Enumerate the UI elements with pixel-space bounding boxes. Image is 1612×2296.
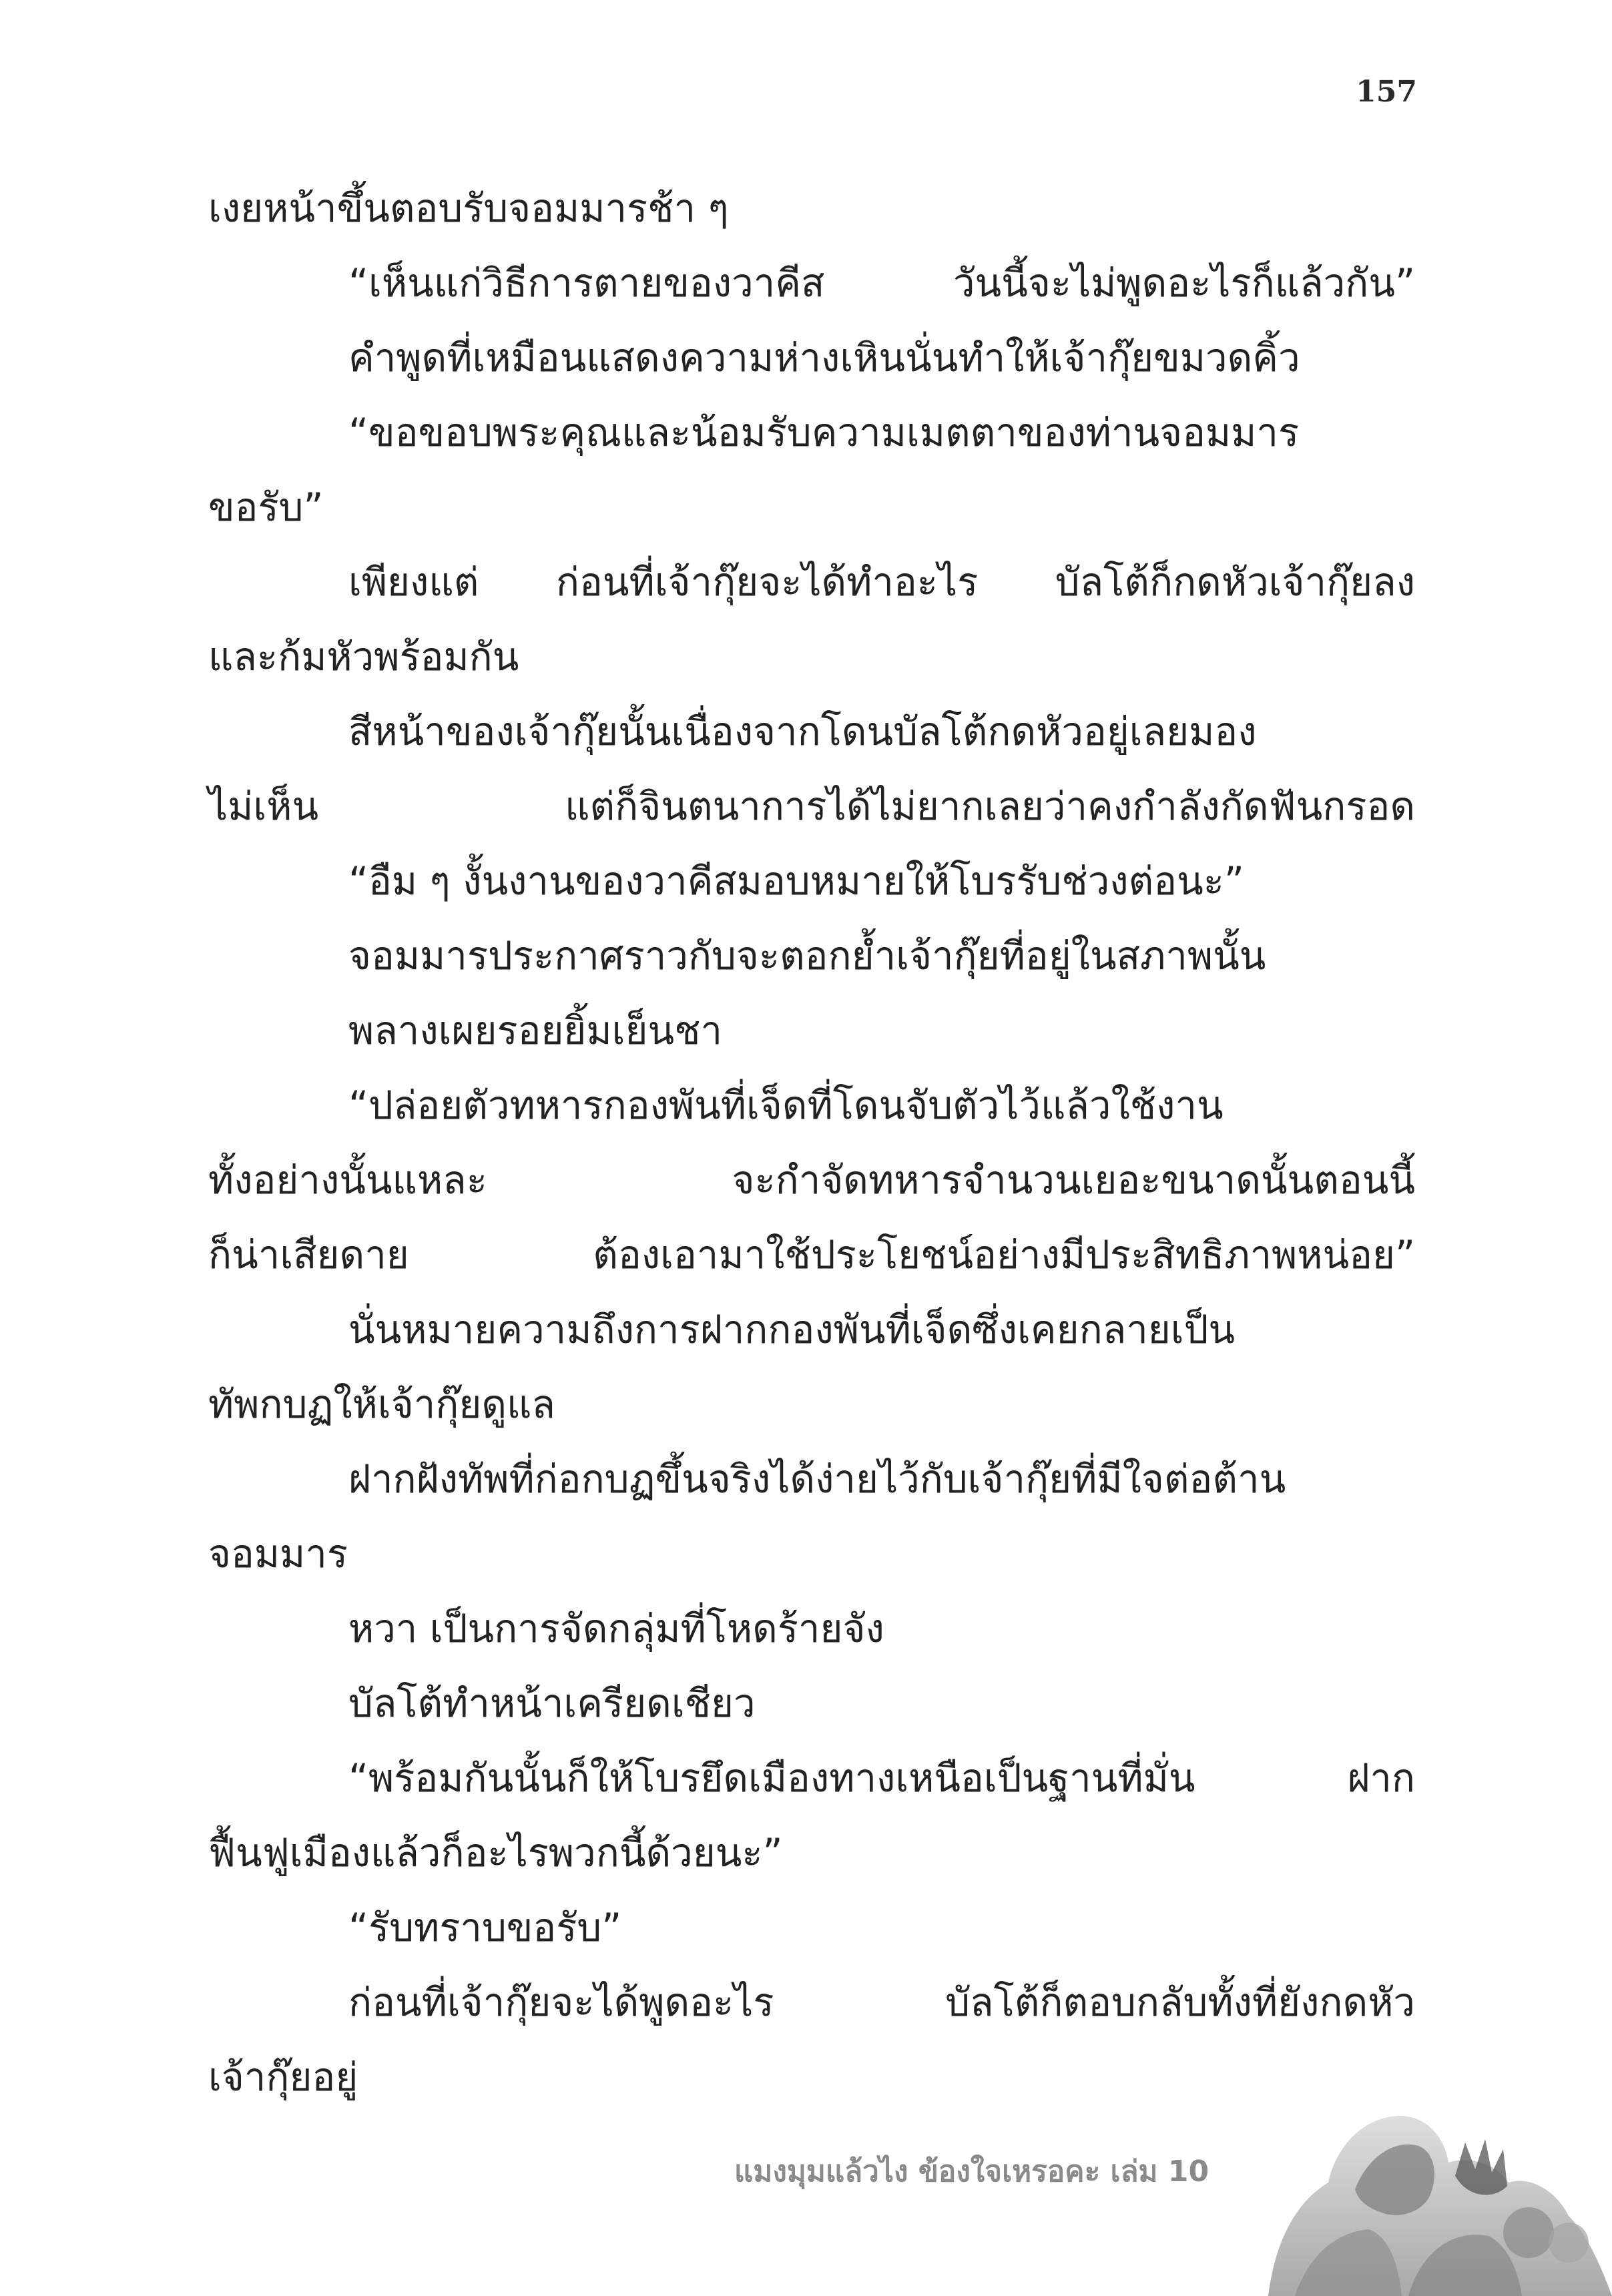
text-line: และก้มหัวพร้อมกัน [208,634,519,679]
text-line: “พร้อมกันนั้นก็ให้โบรยึดเมืองทางเหนือเป็นฐานที่มั่น ฝาก [348,1755,1415,1801]
text-line: เจ้ากุ๊ยอยู่ [208,2054,358,2100]
text-line: จอมมารประกาศราวกับจะตอกย้ำเจ้ากุ๊ยที่อยู่ในสภาพนั้น [348,933,1266,978]
text-line: “อืม ๆ งั้นงานของวาคีสมอบหมายให้โบรรับช่วงต่อนะ” [348,858,1244,904]
text-line: ก็น่าเสียดาย ต้องเอามาใช้ประโยชน์อย่างมีประสิทธิภาพหน่อย” [208,1232,1415,1277]
character-illustration [1255,2076,1612,2296]
text-line: “ปล่อยตัวทหารกองพันที่เจ็ดที่โดนจับตัวไว้แล้วใช้งาน [348,1083,1224,1128]
text-line: ขอรับ” [208,485,324,530]
text-line: เพียงแต่ ก่อนที่เจ้ากุ๊ยจะได้ทำอะไร บัลโต้ก็กดหัวเจ้ากุ๊ยลง [348,559,1415,605]
text-line: ก่อนที่เจ้ากุ๊ยจะได้พูดอะไร บัลโต้ก็ตอบกลับทั้งที่ยังกดหัว [348,1980,1415,2025]
text-line: ฝากฝังทัพที่ก่อกบฏขึ้นจริงได้ง่ายไว้กับเจ้ากุ๊ยที่มีใจต่อต้าน [348,1456,1286,1502]
text-line: ทัพกบฏให้เจ้ากุ๊ยดูแล [208,1382,555,1427]
text-line: “เห็นแก่วิธีการตายของวาคีส วันนี้จะไม่พูดอะไรก็แล้วกัน” [348,260,1415,306]
text-line: บัลโต้ทำหน้าเครียดเชียว [348,1681,756,1726]
text-line: ไม่เห็น แต่ก็จินตนาการได้ไม่ยากเลยว่าคงกำลังกัดฟันกรอด [208,784,1415,829]
page-number: 157 [1356,75,1417,109]
text-line: หวา เป็นการจัดกลุ่มที่โหดร้ายจัง [348,1606,884,1651]
text-line: จอมมาร [208,1531,348,1576]
text-line: สีหน้าของเจ้ากุ๊ยนั้นเนื่องจากโดนบัลโต้กดหัวอยู่เลยมอง [348,709,1257,754]
text-line: ทั้งอย่างนั้นแหละ จะกำจัดทหารจำนวนเยอะขนาดนั้นตอนนี้ [208,1157,1415,1203]
text-line: คำพูดที่เหมือนแสดงความห่างเหินนั่นทำให้เจ้ากุ๊ยขมวดคิ้ว [348,335,1300,380]
text-line: พลางเผยรอยยิ้มเย็นชา [348,1008,723,1053]
text-line: ฟื้นฟูเมืองแล้วก็อะไรพวกนี้ด้วยนะ” [208,1830,783,1876]
footer-book-title: แมงมุมแล้วไง ข้องใจเหรอคะ เล่ม 10 [734,2155,1210,2189]
text-line: “ขอขอบพระคุณและน้อมรับความเมตตาของท่านจอมมาร [348,410,1300,455]
text-line: นั่นหมายความถึงการฝากกองพันที่เจ็ดซึ่งเคยกลายเป็น [348,1307,1236,1352]
text-line: “รับทราบขอรับ” [348,1905,622,1950]
text-line: เงยหน้าขึ้นตอบรับจอมมารช้า ๆ [208,186,729,231]
